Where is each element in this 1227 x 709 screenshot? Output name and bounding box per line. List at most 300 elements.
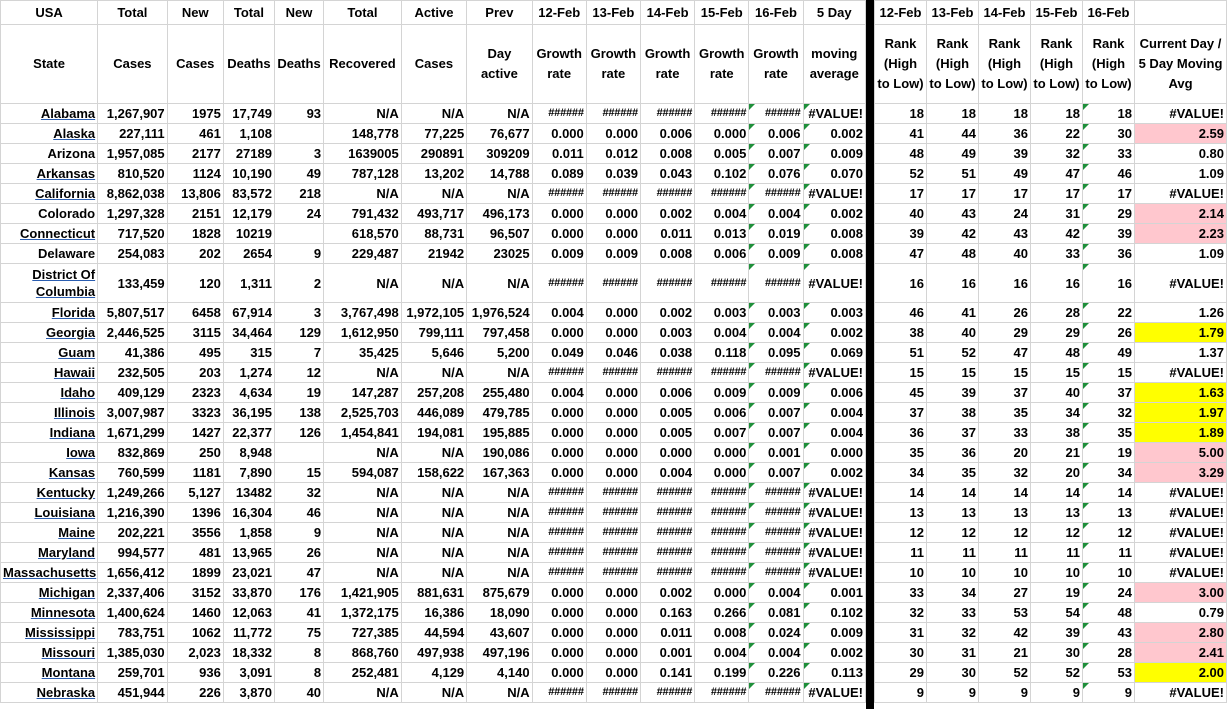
- data-cell: 497,938: [401, 643, 466, 663]
- data-cell: ######: [586, 104, 640, 124]
- data-cell: 1975: [167, 104, 223, 124]
- rank-cell: 13: [1031, 503, 1083, 523]
- state-name[interactable]: Maine: [1, 523, 98, 543]
- data-cell: 791,432: [324, 204, 402, 224]
- table-row: [1, 423, 866, 443]
- data-cell: 0.003: [640, 323, 694, 343]
- data-cell: 618,570: [324, 224, 402, 244]
- rank-cell: 34: [875, 463, 927, 483]
- data-cell: 0.001: [640, 643, 694, 663]
- data-cell: 0.004: [803, 403, 865, 423]
- data-cell: 0.007: [749, 144, 803, 164]
- data-cell: 446,089: [401, 403, 466, 423]
- data-cell: 1,311: [223, 264, 274, 303]
- header-cell: USA: [1, 1, 98, 25]
- data-cell: 13482: [223, 483, 274, 503]
- data-cell: 0.002: [803, 204, 865, 224]
- data-cell: 67,914: [223, 303, 274, 323]
- rank-cell: 45: [875, 383, 927, 403]
- data-cell: 0.004: [749, 583, 803, 603]
- data-cell: ######: [749, 104, 803, 124]
- data-cell: ######: [586, 563, 640, 583]
- data-cell: 0.199: [695, 663, 749, 683]
- current-ratio-cell: #VALUE!: [1135, 523, 1227, 543]
- rank-cell: 18: [927, 104, 979, 124]
- state-name: Delaware: [1, 244, 98, 264]
- data-cell: 0.000: [695, 463, 749, 483]
- data-cell: 148,778: [324, 124, 402, 144]
- data-cell: ######: [749, 563, 803, 583]
- rank-cell: 19: [1031, 583, 1083, 603]
- rank-row: [875, 144, 1227, 164]
- rank-cell: 14: [1031, 483, 1083, 503]
- data-cell: ######: [532, 563, 586, 583]
- data-cell: 810,520: [98, 164, 168, 184]
- data-cell: 254,083: [98, 244, 168, 264]
- data-cell: 5,646: [401, 343, 466, 363]
- rank-cell: 14: [979, 483, 1031, 503]
- rank-cell: 46: [875, 303, 927, 323]
- data-cell: 36,195: [223, 403, 274, 423]
- current-ratio-cell: 2.00: [1135, 663, 1227, 683]
- data-cell: 881,631: [401, 583, 466, 603]
- rank-cell: 29: [875, 663, 927, 683]
- data-cell: 18,332: [223, 643, 274, 663]
- state-name[interactable]: Kentucky: [1, 483, 98, 503]
- data-cell: 3,767,498: [324, 303, 402, 323]
- data-cell: 0.000: [532, 443, 586, 463]
- data-cell: #VALUE!: [803, 683, 865, 703]
- data-cell: ######: [640, 543, 694, 563]
- data-cell: 0.089: [532, 164, 586, 184]
- data-cell: ######: [695, 363, 749, 383]
- rank-cell: 34: [1083, 463, 1135, 483]
- data-cell: 0.000: [532, 323, 586, 343]
- data-cell: N/A: [401, 563, 466, 583]
- state-name[interactable]: Louisiana: [1, 503, 98, 523]
- data-cell: 5,807,517: [98, 303, 168, 323]
- data-cell: 12: [274, 363, 323, 383]
- data-cell: 1899: [167, 563, 223, 583]
- data-cell: 252,481: [324, 663, 402, 683]
- state-name[interactable]: Iowa: [1, 443, 98, 463]
- data-cell: 0.000: [532, 663, 586, 683]
- rank-cell: 32: [979, 463, 1031, 483]
- current-ratio-cell: 5.00: [1135, 443, 1227, 463]
- data-cell: 77,225: [401, 124, 466, 144]
- rank-cell: 21: [979, 643, 1031, 663]
- data-cell: 496,173: [467, 204, 532, 224]
- rank-cell: 20: [1031, 463, 1083, 483]
- rank-cell: 52: [927, 343, 979, 363]
- rank-cell: 49: [927, 144, 979, 164]
- rank-cell: 33: [875, 583, 927, 603]
- rank-row: [875, 264, 1227, 303]
- data-cell: 0.000: [586, 663, 640, 683]
- data-cell: 1828: [167, 224, 223, 244]
- data-cell: 0.004: [640, 463, 694, 483]
- data-cell: ######: [640, 563, 694, 583]
- header-cell: Growth rate: [695, 25, 749, 104]
- data-cell: 0.004: [695, 643, 749, 663]
- rank-row: [875, 164, 1227, 184]
- header-cell: Growth rate: [586, 25, 640, 104]
- rank-cell: 10: [1031, 563, 1083, 583]
- data-cell: 0.007: [749, 463, 803, 483]
- data-cell: 0.001: [749, 443, 803, 463]
- data-cell: N/A: [467, 683, 532, 703]
- header-cell: 5 Day: [803, 1, 865, 25]
- data-cell: N/A: [401, 503, 466, 523]
- data-cell: ######: [640, 683, 694, 703]
- rank-cell: 42: [1031, 224, 1083, 244]
- data-cell: 13,202: [401, 164, 466, 184]
- state-name[interactable]: Massachusetts: [1, 563, 98, 583]
- rank-cell: 11: [1031, 543, 1083, 563]
- data-cell: 3,870: [223, 683, 274, 703]
- data-cell: 23025: [467, 244, 532, 264]
- header-cell: 16-Feb: [749, 1, 803, 25]
- data-cell: 8: [274, 663, 323, 683]
- data-cell: 33,870: [223, 583, 274, 603]
- rank-cell: 12: [875, 523, 927, 543]
- rank-row: [875, 543, 1227, 563]
- data-cell: ######: [749, 523, 803, 543]
- data-cell: 0.004: [695, 323, 749, 343]
- data-cell: 5,127: [167, 483, 223, 503]
- rank-cell: 10: [979, 563, 1031, 583]
- rank-row: [875, 523, 1227, 543]
- data-cell: 479,785: [467, 403, 532, 423]
- rank-cell: 16: [875, 264, 927, 303]
- rank-row: [875, 224, 1227, 244]
- data-cell: N/A: [401, 543, 466, 563]
- header-cell: New: [167, 1, 223, 25]
- data-cell: 0.226: [749, 663, 803, 683]
- state-name[interactable]: Guam: [1, 343, 98, 363]
- data-cell: 9: [274, 244, 323, 264]
- table-row: [1, 104, 866, 124]
- rank-cell: 14: [1083, 483, 1135, 503]
- data-cell: 0.004: [532, 383, 586, 403]
- data-cell: 0.019: [749, 224, 803, 244]
- data-cell: 0.006: [640, 383, 694, 403]
- rank-cell: 16: [1083, 264, 1135, 303]
- data-cell: 0.004: [803, 423, 865, 443]
- data-cell: ######: [586, 503, 640, 523]
- data-cell: 994,577: [98, 543, 168, 563]
- rank-cell: 12: [1083, 523, 1135, 543]
- data-cell: 1,972,105: [401, 303, 466, 323]
- data-cell: 15: [274, 463, 323, 483]
- data-cell: 0.000: [586, 443, 640, 463]
- data-cell: 1,297,328: [98, 204, 168, 224]
- state-name[interactable]: Missouri: [1, 643, 98, 663]
- data-cell: 0.009: [803, 144, 865, 164]
- state-name[interactable]: Montana: [1, 663, 98, 683]
- rank-cell: 52: [1031, 663, 1083, 683]
- rank-cell: 16: [927, 264, 979, 303]
- state-name[interactable]: Illinois: [1, 403, 98, 423]
- data-cell: 0.008: [803, 244, 865, 264]
- rank-cell: 54: [1031, 603, 1083, 623]
- rank-cell: 41: [875, 124, 927, 144]
- data-cell: 0.002: [640, 583, 694, 603]
- data-cell: 1,656,412: [98, 563, 168, 583]
- rank-cell: 17: [1031, 184, 1083, 204]
- state-name[interactable]: Mississippi: [1, 623, 98, 643]
- table-row: [1, 264, 866, 303]
- data-cell: N/A: [467, 563, 532, 583]
- rank-cell: 35: [927, 463, 979, 483]
- data-cell: ######: [586, 523, 640, 543]
- data-cell: N/A: [324, 503, 402, 523]
- data-cell: 76,677: [467, 124, 532, 144]
- rank-cell: 40: [1031, 383, 1083, 403]
- data-cell: ######: [532, 503, 586, 523]
- data-cell: 133,459: [98, 264, 168, 303]
- data-cell: 3152: [167, 583, 223, 603]
- rank-cell: 9: [927, 683, 979, 703]
- data-cell: 3: [274, 144, 323, 164]
- data-cell: 0.009: [803, 623, 865, 643]
- data-cell: 0.000: [532, 403, 586, 423]
- data-cell: 1460: [167, 603, 223, 623]
- data-cell: 120: [167, 264, 223, 303]
- rank-cell: 15: [875, 363, 927, 383]
- data-cell: N/A: [401, 363, 466, 383]
- data-cell: 202: [167, 244, 223, 264]
- data-cell: 13,965: [223, 543, 274, 563]
- data-cell: 32: [274, 483, 323, 503]
- data-cell: 0.002: [803, 124, 865, 144]
- data-cell: 0.118: [695, 343, 749, 363]
- header-cell: New: [274, 1, 323, 25]
- data-cell: 7: [274, 343, 323, 363]
- column-divider: [866, 0, 874, 709]
- rank-cell: 48: [875, 144, 927, 164]
- data-cell: ######: [532, 523, 586, 543]
- rank-header-cell: [1135, 1, 1227, 25]
- data-cell: ######: [749, 483, 803, 503]
- state-name[interactable]: Nebraska: [1, 683, 98, 703]
- rank-row: [875, 443, 1227, 463]
- table-row: [1, 443, 866, 463]
- table-row: [1, 184, 866, 204]
- state-name[interactable]: Connecticut: [1, 224, 98, 244]
- rank-cell: 34: [927, 583, 979, 603]
- data-cell: 176: [274, 583, 323, 603]
- data-cell: 760,599: [98, 463, 168, 483]
- table-row: [1, 523, 866, 543]
- data-cell: 799,111: [401, 323, 466, 343]
- state-name[interactable]: Alaska: [1, 124, 98, 144]
- data-cell: 0.000: [532, 463, 586, 483]
- state-name[interactable]: Indiana: [1, 423, 98, 443]
- rank-cell: 11: [875, 543, 927, 563]
- data-cell: ######: [695, 683, 749, 703]
- data-cell: 8: [274, 643, 323, 663]
- rank-row: [875, 343, 1227, 363]
- rank-row: [875, 204, 1227, 224]
- rank-cell: 15: [1083, 363, 1135, 383]
- table-row: [1, 663, 866, 683]
- data-cell: 0.000: [586, 463, 640, 483]
- data-cell: #VALUE!: [803, 563, 865, 583]
- rank-cell: 32: [927, 623, 979, 643]
- rank-cell: 37: [1083, 383, 1135, 403]
- data-cell: ######: [749, 363, 803, 383]
- rank-cell: 48: [1083, 603, 1135, 623]
- rank-cell: 29: [979, 323, 1031, 343]
- rank-cell: 17: [979, 184, 1031, 204]
- data-cell: ######: [586, 184, 640, 204]
- data-cell: 232,505: [98, 363, 168, 383]
- header-row-bottom: [1, 25, 866, 104]
- table-row: [1, 463, 866, 483]
- rank-cell: 52: [875, 164, 927, 184]
- data-cell: ######: [695, 264, 749, 303]
- state-name[interactable]: Idaho: [1, 383, 98, 403]
- table-row: [1, 583, 866, 603]
- rank-cell: 31: [927, 643, 979, 663]
- data-cell: 75: [274, 623, 323, 643]
- data-cell: N/A: [401, 443, 466, 463]
- current-ratio-cell: #VALUE!: [1135, 483, 1227, 503]
- data-cell: 190,086: [467, 443, 532, 463]
- data-cell: 2: [274, 264, 323, 303]
- header-cell: 15-Feb: [695, 1, 749, 25]
- data-cell: 0.000: [803, 443, 865, 463]
- rank-cell: 15: [979, 363, 1031, 383]
- rank-row: [875, 643, 1227, 663]
- rank-cell: 30: [927, 663, 979, 683]
- data-cell: ######: [695, 104, 749, 124]
- rank-row: [875, 104, 1227, 124]
- current-ratio-cell: #VALUE!: [1135, 543, 1227, 563]
- data-cell: 3,007,987: [98, 403, 168, 423]
- rank-cell: 11: [979, 543, 1031, 563]
- data-cell: 0.000: [586, 124, 640, 144]
- data-cell: N/A: [401, 483, 466, 503]
- data-cell: 0.009: [532, 244, 586, 264]
- data-cell: 0.003: [803, 303, 865, 323]
- data-cell: ######: [586, 483, 640, 503]
- state-name[interactable]: California: [1, 184, 98, 204]
- data-cell: N/A: [401, 184, 466, 204]
- data-cell: 1,400,624: [98, 603, 168, 623]
- data-cell: 0.095: [749, 343, 803, 363]
- data-cell: [274, 443, 323, 463]
- header-cell: moving average: [803, 25, 865, 104]
- data-cell: 0.000: [532, 124, 586, 144]
- data-cell: 2,525,703: [324, 403, 402, 423]
- rank-cell: 42: [927, 224, 979, 244]
- state-name[interactable]: Michigan: [1, 583, 98, 603]
- rank-cell: 42: [979, 623, 1031, 643]
- rank-cell: 52: [979, 663, 1031, 683]
- data-cell: 2,446,525: [98, 323, 168, 343]
- rank-cell: 33: [1083, 144, 1135, 164]
- data-cell: N/A: [324, 443, 402, 463]
- data-cell: 409,129: [98, 383, 168, 403]
- data-cell: 126: [274, 423, 323, 443]
- data-cell: 0.008: [640, 244, 694, 264]
- rank-cell: 9: [1031, 683, 1083, 703]
- state-name[interactable]: Florida: [1, 303, 98, 323]
- state-name[interactable]: Minnesota: [1, 603, 98, 623]
- current-ratio-cell: #VALUE!: [1135, 184, 1227, 204]
- rank-cell: 49: [979, 164, 1031, 184]
- rank-cell: 15: [1031, 363, 1083, 383]
- header-cell: Total: [98, 1, 168, 25]
- data-cell: 0.003: [695, 303, 749, 323]
- rank-cell: 27: [979, 583, 1031, 603]
- rank-cell: 37: [875, 403, 927, 423]
- data-cell: 0.006: [695, 403, 749, 423]
- state-name[interactable]: District Of Columbia: [1, 264, 98, 303]
- rank-cell: 10: [1083, 563, 1135, 583]
- state-name[interactable]: Maryland: [1, 543, 98, 563]
- rank-cell: 17: [927, 184, 979, 204]
- rank-cell: 10: [927, 563, 979, 583]
- data-cell: 17,749: [223, 104, 274, 124]
- header-cell: Cases: [167, 25, 223, 104]
- rank-cell: 19: [1083, 443, 1135, 463]
- data-cell: 1181: [167, 463, 223, 483]
- data-cell: N/A: [324, 483, 402, 503]
- header-cell: Day active: [467, 25, 532, 104]
- rank-row: [875, 663, 1227, 683]
- rank-cell: 35: [979, 403, 1031, 423]
- data-cell: N/A: [324, 563, 402, 583]
- data-cell: 1427: [167, 423, 223, 443]
- state-name[interactable]: Hawaii: [1, 363, 98, 383]
- data-cell: 16,304: [223, 503, 274, 523]
- rank-row: [875, 683, 1227, 703]
- data-cell: 88,731: [401, 224, 466, 244]
- header-cell: Growth rate: [749, 25, 803, 104]
- data-cell: #VALUE!: [803, 523, 865, 543]
- data-cell: 250: [167, 443, 223, 463]
- data-cell: 0.005: [640, 423, 694, 443]
- header-cell: Total: [324, 1, 402, 25]
- data-cell: 0.000: [586, 623, 640, 643]
- rank-cell: 40: [875, 204, 927, 224]
- rank-cell: 53: [1083, 663, 1135, 683]
- table-row: [1, 383, 866, 403]
- rank-cell: 15: [927, 363, 979, 383]
- data-cell: 0.005: [640, 403, 694, 423]
- current-ratio-cell: 1.97: [1135, 403, 1227, 423]
- data-cell: 2177: [167, 144, 223, 164]
- data-cell: 1396: [167, 503, 223, 523]
- rank-cell: 36: [1083, 244, 1135, 264]
- data-cell: 12,063: [223, 603, 274, 623]
- data-cell: #VALUE!: [803, 503, 865, 523]
- state-name[interactable]: Kansas: [1, 463, 98, 483]
- data-cell: 0.000: [532, 423, 586, 443]
- data-cell: 0.000: [532, 643, 586, 663]
- data-cell: 18,090: [467, 603, 532, 623]
- data-cell: [274, 124, 323, 144]
- current-ratio-cell: 2.14: [1135, 204, 1227, 224]
- table-row: [1, 483, 866, 503]
- state-name[interactable]: Georgia: [1, 323, 98, 343]
- state-name[interactable]: Alabama: [1, 104, 98, 124]
- rank-cell: 37: [979, 383, 1031, 403]
- state-name[interactable]: Arkansas: [1, 164, 98, 184]
